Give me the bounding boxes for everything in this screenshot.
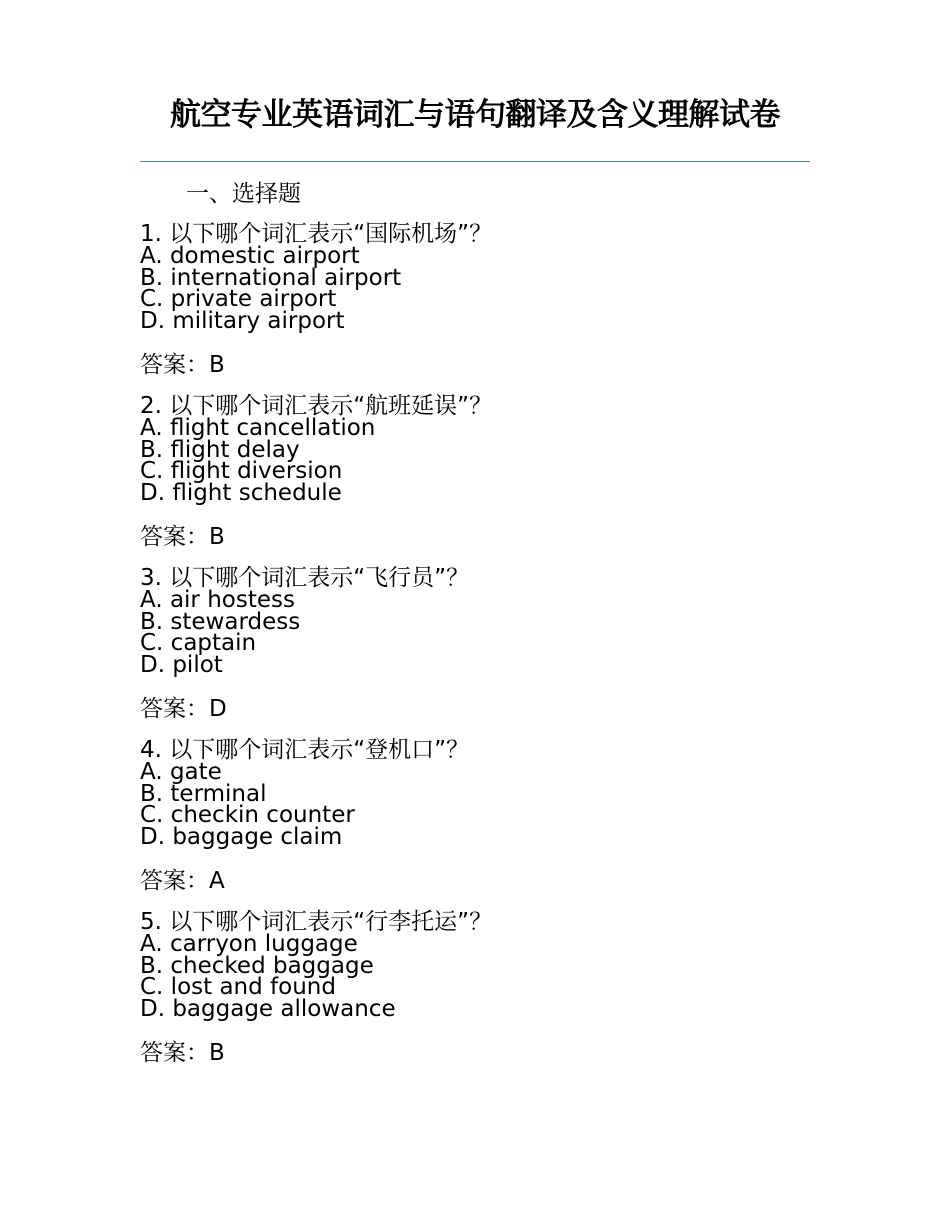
question-stem: 1. 以下哪个词汇表示“国际机场”？ (140, 221, 493, 247)
title-block (140, 98, 810, 132)
question-list (140, 221, 810, 1084)
question-3 (140, 564, 810, 722)
option-b: B. terminal (140, 780, 267, 807)
question-stem: 3. 以下哪个词汇表示“飞行员”？ (140, 564, 470, 591)
option-c: C. captain (140, 630, 257, 657)
answer-line: 答案：B (140, 1039, 225, 1066)
option-c: C. private airport (140, 286, 337, 313)
option-c: C. checkin counter (140, 802, 355, 829)
option-d: D. baggage claim (140, 824, 343, 851)
option-b: B. stewardess (140, 608, 301, 635)
option-d: D. military airport (140, 308, 345, 335)
option-c: C. flight diversion (140, 458, 343, 485)
answer-line: 答案：B (140, 523, 225, 550)
option-b: B. international airport (140, 264, 402, 291)
answer-line: 答案：D (140, 695, 227, 722)
answer-line: 答案：A (140, 867, 225, 894)
page-title: 航空专业英语词汇与语句翻译及含义理解试卷 (170, 97, 780, 133)
question-1 (140, 221, 810, 378)
option-d: D. baggage allowance (140, 996, 396, 1023)
question-2 (140, 392, 810, 550)
option-a: A. flight cancellation (140, 414, 376, 441)
option-b: B. flight delay (140, 436, 300, 463)
question-stem: 5. 以下哪个词汇表示“行李托运”？ (140, 908, 493, 935)
option-a: A. domestic airport (140, 242, 360, 269)
option-a: A. carryon luggage (140, 930, 358, 957)
answer-line: 答案：B (140, 351, 225, 378)
question-5 (140, 908, 810, 1066)
option-d: D. flight schedule (140, 480, 342, 507)
question-4 (140, 736, 810, 894)
option-b: B. checked baggage (140, 952, 374, 979)
title-underline (140, 161, 810, 162)
option-c: C. lost and found (140, 974, 336, 1001)
option-a: A. gate (140, 758, 222, 785)
option-a: A. air hostess (140, 586, 295, 613)
question-stem: 2. 以下哪个词汇表示“航班延误”？ (140, 392, 493, 419)
option-d: D. pilot (140, 652, 223, 679)
question-stem: 4. 以下哪个词汇表示“登机口”？ (140, 736, 470, 763)
section-heading: 一、选择题 (186, 181, 301, 207)
